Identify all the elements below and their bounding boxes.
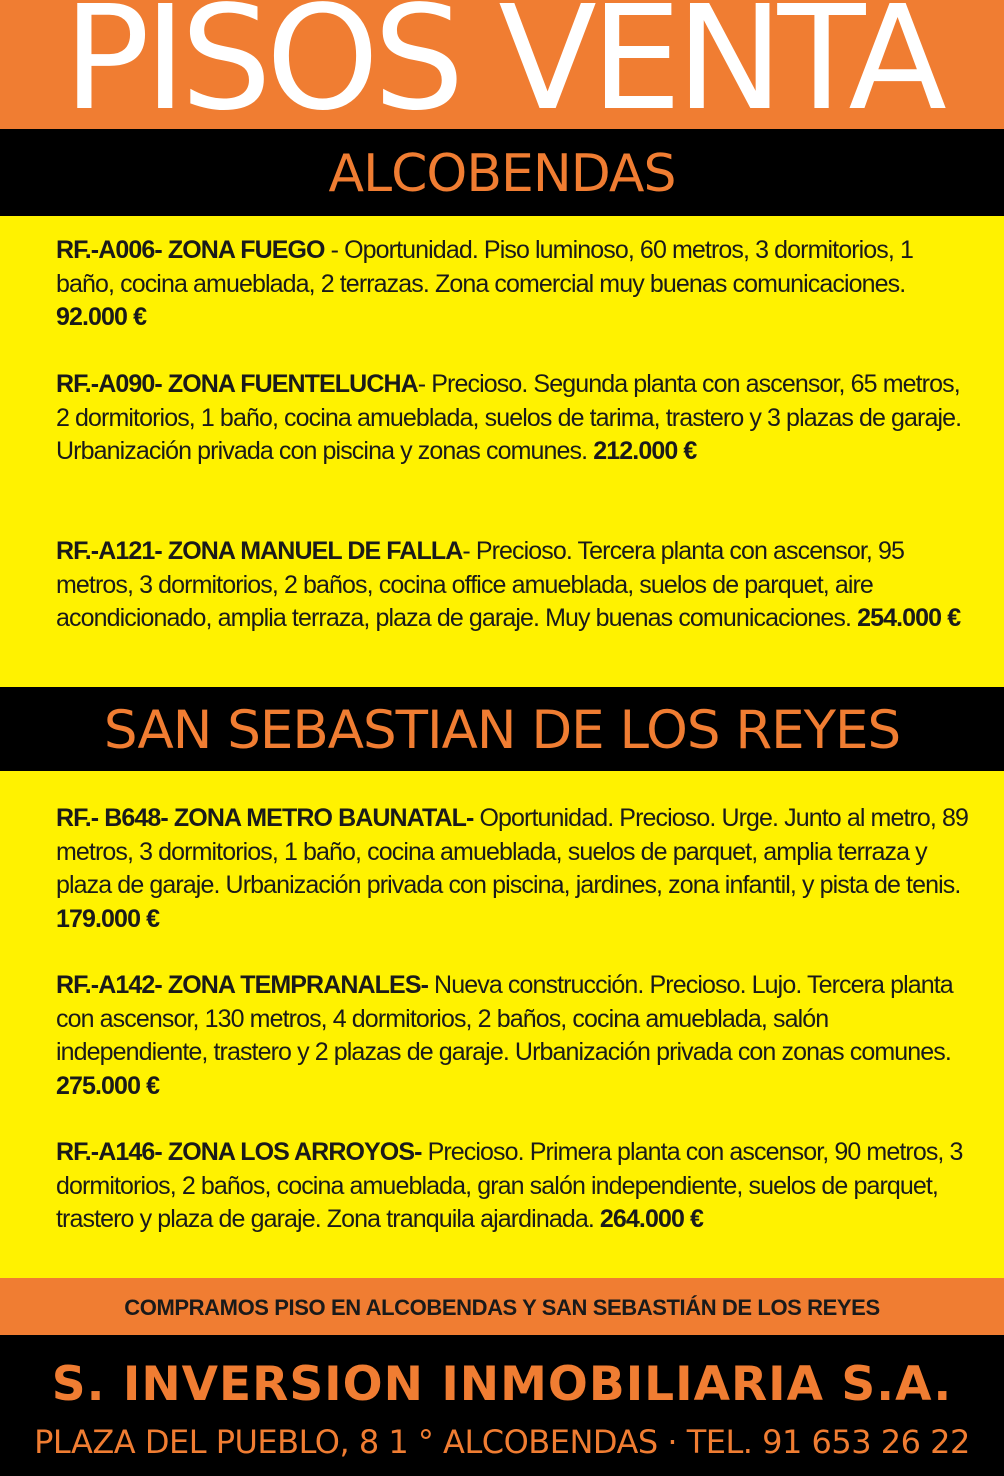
listing-price: 212.000 € bbox=[593, 437, 697, 465]
listing-ref: RF.-A121- ZONA MANUEL DE FALLA bbox=[56, 537, 463, 565]
page-title: PISOS VENTA bbox=[63, 0, 941, 129]
listing-a142 bbox=[56, 969, 976, 1103]
listing-a146 bbox=[56, 1136, 976, 1237]
listing-description: - Oportunidad. Piso luminoso, 60 metros, 3 dormitorios, 1 baño, cocina amueblada, 2 terrazas. Zona comercial muy buenas comunicaciones. bbox=[56, 236, 913, 298]
listing-ref: RF.- B648- ZONA METRO BAUNATAL- bbox=[56, 804, 474, 832]
listing-price: 275.000 € bbox=[56, 1071, 160, 1100]
listing-price: 92.000 € bbox=[56, 303, 147, 331]
listing-price: 179.000 € bbox=[56, 904, 160, 933]
company-address: PLAZA DEL PUEBLO, 8 1 ° ALCOBENDAS · TEL. 91 653 26 22 bbox=[34, 1423, 970, 1461]
listing-description: - Precioso. Segunda planta con ascensor, 65 metros, 2 dormitorios, 1 baño, cocina amueblada, suelos de tarima, trastero y 3 plazas de garaje. Urbanización privada con piscina y zonas comunes. bbox=[56, 370, 962, 465]
listing-ref: RF.-A142- ZONA TEMPRANALES- bbox=[56, 971, 429, 999]
listing-price: 264.000 € bbox=[599, 1205, 704, 1233]
cta-banner: COMPRAMOS PISO EN ALCOBENDAS Y SAN SEBASTIÁN DE LOS REYES bbox=[0, 1278, 1004, 1335]
listing-description: Nueva construcción. Precioso. Lujo. Tercera planta con ascensor, 130 metros, 4 dormitorios, 2 baños, cocina amueblada, salón independiente, trastero y 2 plazas de garaje. Urbanización privada con zonas comunes. bbox=[56, 971, 953, 1066]
hero-banner bbox=[0, 0, 1004, 129]
listing-description: Precioso. Primera planta con ascensor, 90 metros, 3 dormitorios, 2 baños, cocina amueblada, gran salón independiente, suelos de parquet, trastero y plaza de garaje. Zona tranquila ajardinada. bbox=[56, 1138, 963, 1233]
listing-ref: RF.-A090- ZONA FUENTELUCHA bbox=[56, 370, 418, 398]
company-name: S. INVERSION INMOBILIARIA S.A. bbox=[51, 1357, 953, 1412]
listing-b648 bbox=[56, 802, 976, 936]
listing-description: - Precioso. Tercera planta con ascensor, 95 metros, 3 dormitorios, 2 baños, cocina office amueblada, suelos de parquet, aire acondicionado, amplia terraza, plaza de garaje. Muy buenas comunicaciones. bbox=[56, 537, 905, 632]
listing-price: 254.000 € bbox=[857, 604, 961, 632]
listing-a006 bbox=[56, 234, 976, 335]
listing-ref: RF.-A146- ZONA LOS ARROYOS- bbox=[56, 1138, 422, 1166]
listing-a090 bbox=[56, 368, 976, 469]
listing-ref: RF.-A006- ZONA FUEGO bbox=[56, 236, 325, 264]
section-title-san-sebastian: SAN SEBASTIAN DE LOS REYES bbox=[0, 687, 1004, 771]
listing-a121 bbox=[56, 535, 976, 636]
listing-description: Oportunidad. Precioso. Urge. Junto al metro, 89 metros, 3 dormitorios, 1 baño, cocina amueblada, suelos de parquet, amplia terraza y plaza de garaje. Urbanización privada con piscina, jardines, zona infantil, y pista de tenis. bbox=[56, 804, 969, 899]
section-title-alcobendas: ALCOBENDAS bbox=[0, 129, 1004, 216]
footer bbox=[0, 1335, 1004, 1476]
